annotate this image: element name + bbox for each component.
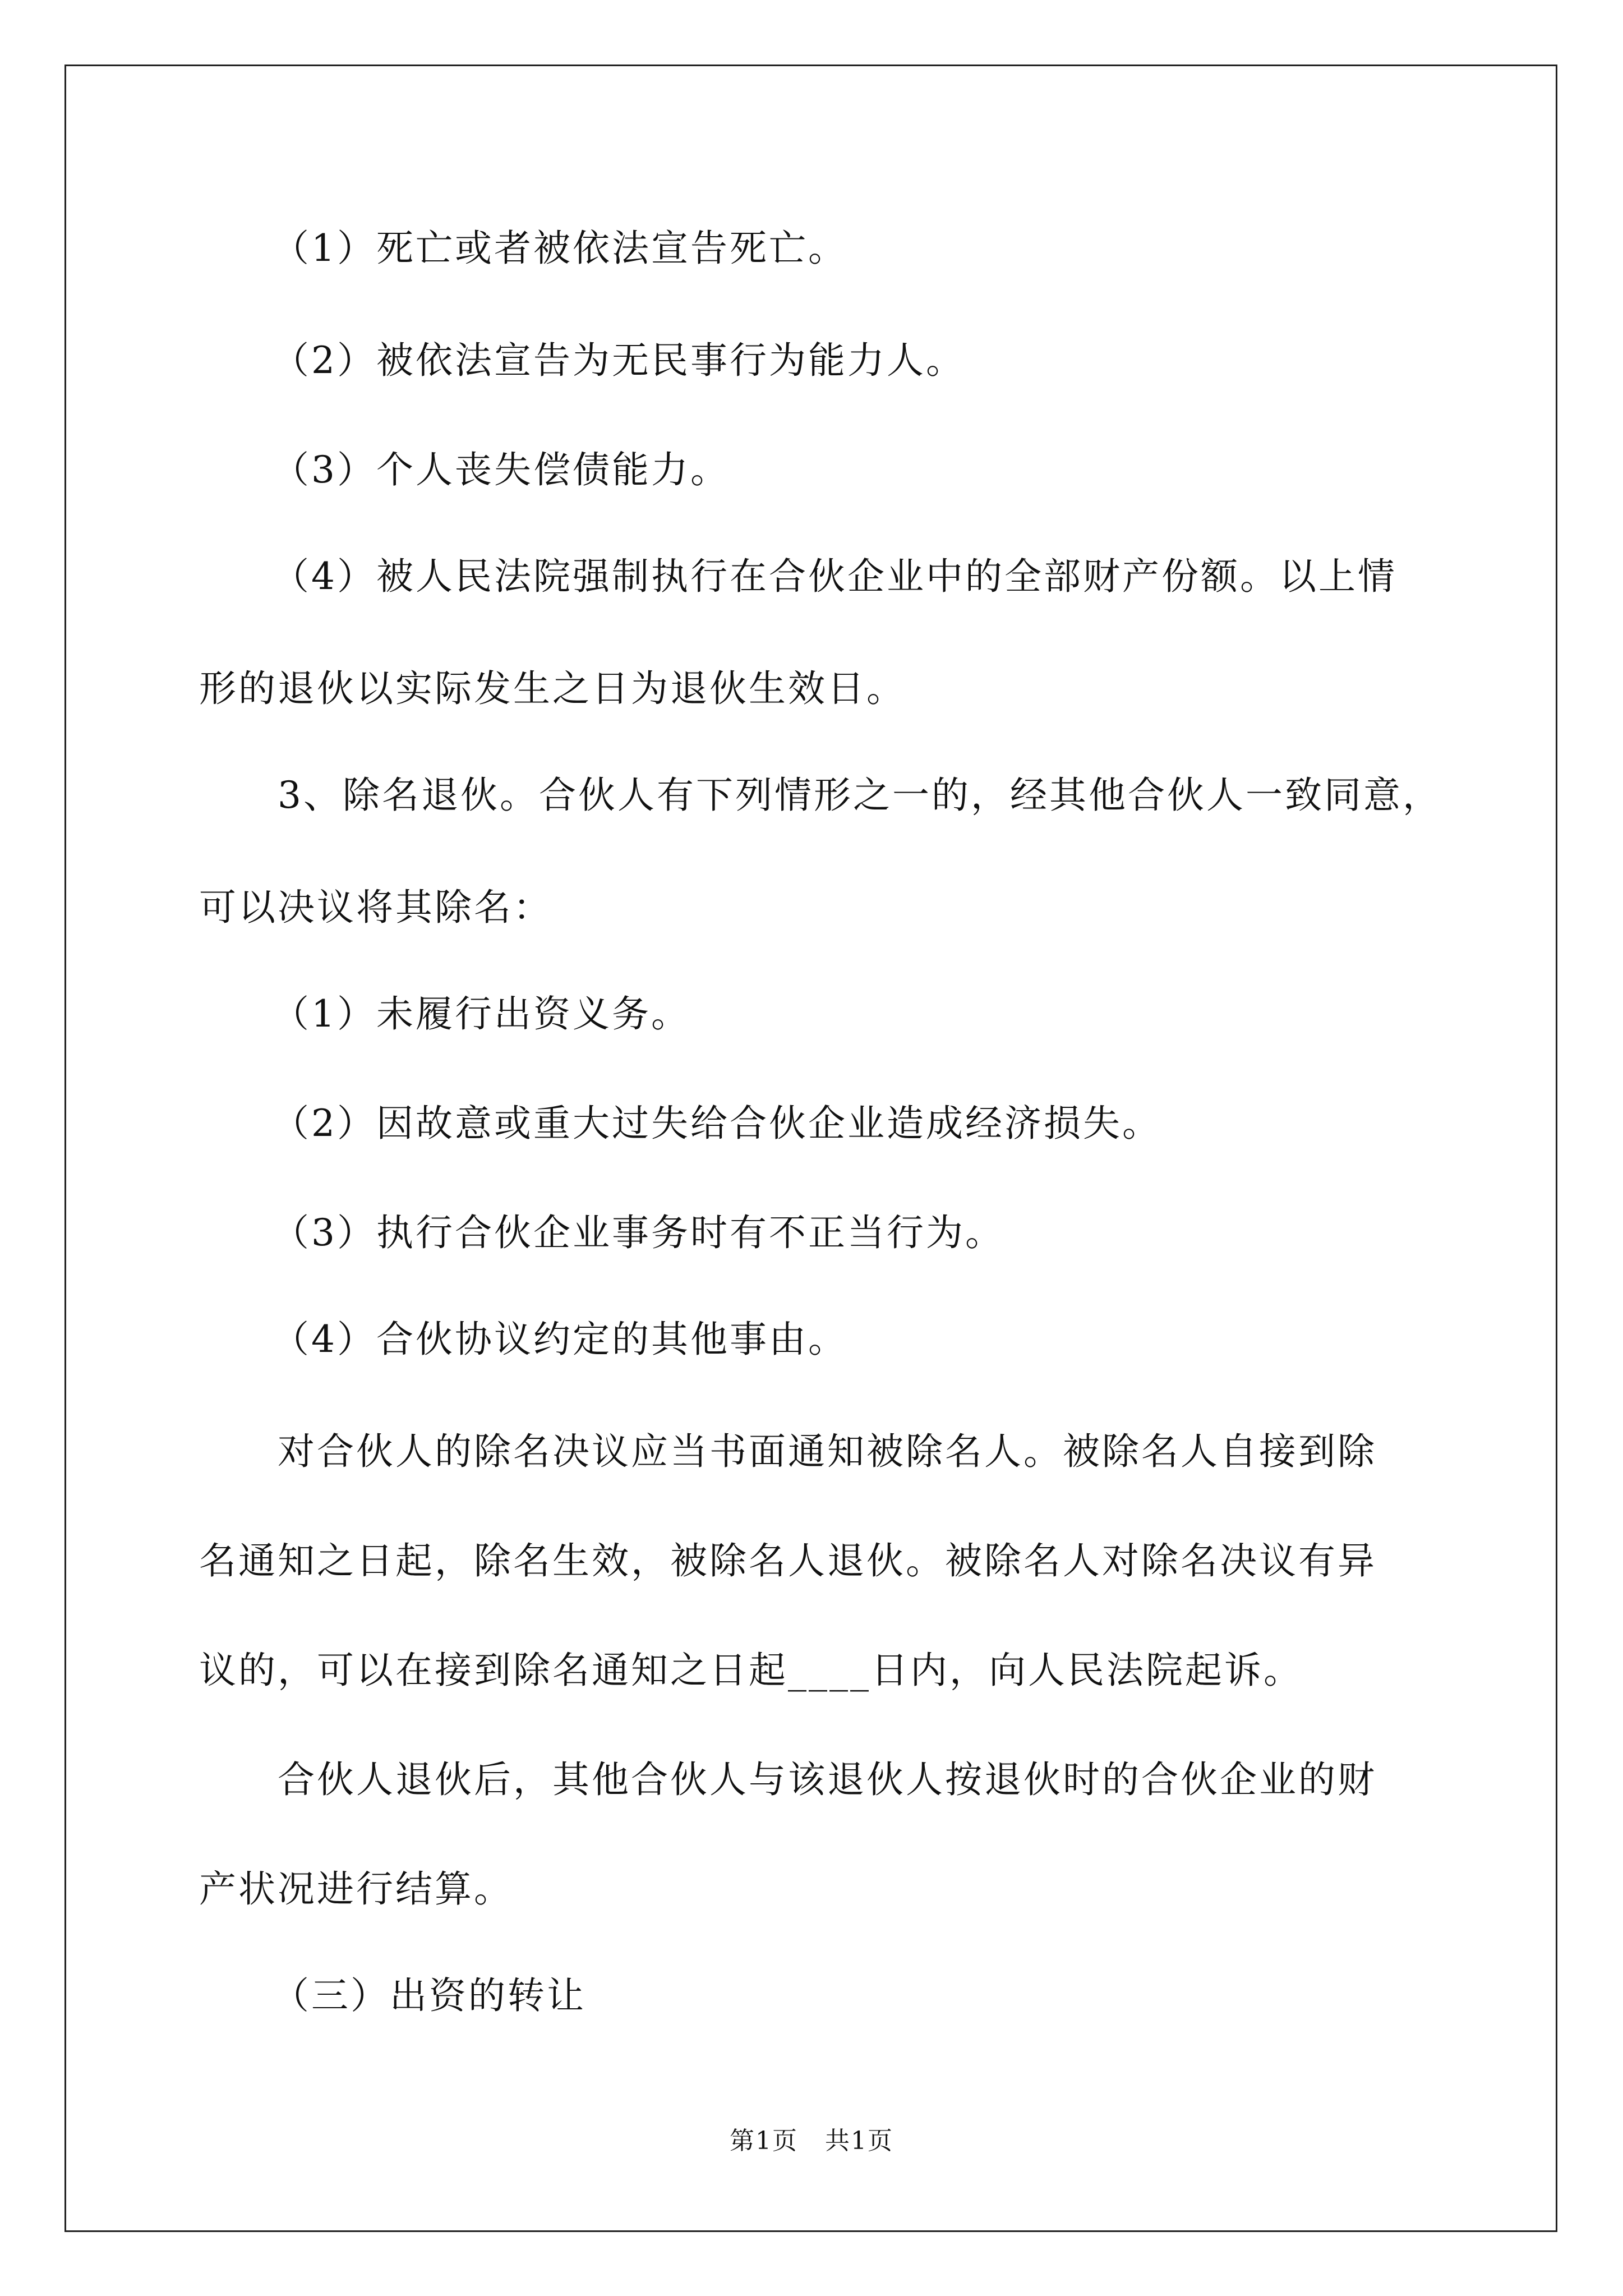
- text-line: （2）被依法宣告为无民事行为能力人。: [272, 339, 965, 382]
- text-line: （4）被人民法院强制执行在合伙企业中的全部财产份额。以上情: [272, 555, 1397, 598]
- text-line: 产状况进行结算。: [199, 1867, 513, 1911]
- text-line: （3）执行合伙企业事务时有不正当行为。: [272, 1211, 1004, 1254]
- text-line: 3、除名退伙。合伙人有下列情形之一的，经其他合伙人一致同意，: [278, 774, 1442, 817]
- text-line: （1）死亡或者被依法宣告死亡。: [272, 227, 847, 270]
- text-line: 对合伙人的除名决议应当书面通知被除名人。被除名人自接到除: [278, 1430, 1377, 1473]
- text-line: 合伙人退伙后，其他合伙人与该退伙人按退伙时的合伙企业的财: [278, 1758, 1377, 1801]
- text-line: 议的，可以在接到除名通知之日起____日内，向人民法院起诉。: [199, 1649, 1303, 1692]
- text-line: 可以决议将其除名：: [199, 886, 552, 929]
- section-heading: （三）出资的转让: [272, 1974, 586, 2017]
- page-footer: 第1页 共1页: [730, 2127, 893, 2155]
- text-line: （3）个人丧失偿债能力。: [272, 448, 730, 491]
- text-line: （2）因故意或重大过失给合伙企业造成经济损失。: [272, 1102, 1161, 1145]
- text-line: （4）合伙协议约定的其他事由。: [272, 1318, 847, 1361]
- text-line: 形的退伙以实际发生之日为退伙生效日。: [199, 667, 906, 710]
- text-line: （1）未履行出资义务。: [272, 992, 690, 1036]
- text-line: 名通知之日起，除名生效，被除名人退伙。被除名人对除名决议有异: [199, 1539, 1377, 1582]
